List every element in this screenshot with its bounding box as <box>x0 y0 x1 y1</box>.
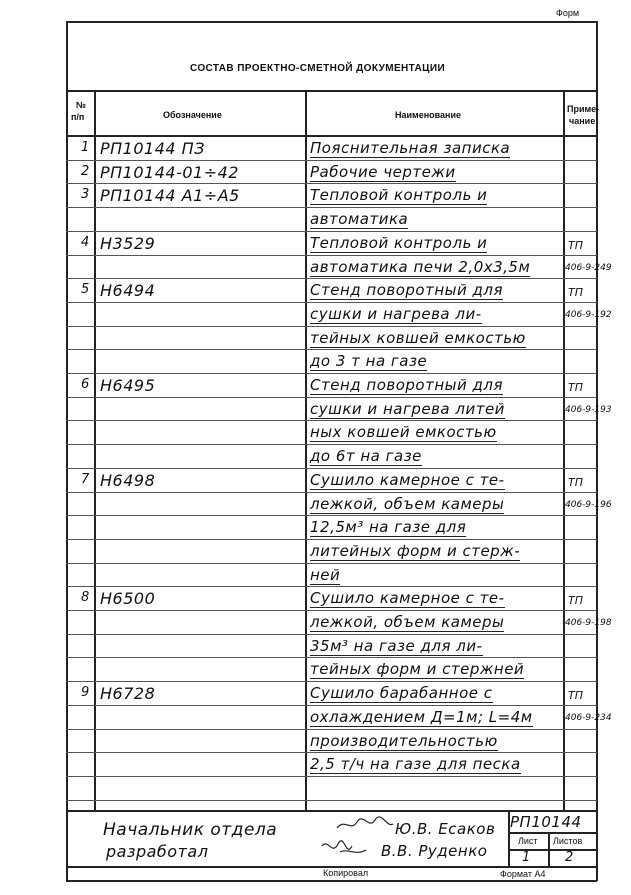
row-number: 5 <box>81 282 90 298</box>
grid-line <box>66 492 597 493</box>
sheets-label: Листов <box>553 836 583 846</box>
row-name-line: Сушило камерное с те- <box>310 589 505 608</box>
grid-line <box>66 326 597 327</box>
row-designation: Н6495 <box>100 376 156 395</box>
sheet-label: Лист <box>518 836 538 846</box>
row-number: 7 <box>81 471 90 487</box>
row-note-line: ТП <box>568 286 583 300</box>
row-name-line: сушки и нагрева литей <box>310 399 505 418</box>
row-designation: Н6500 <box>100 589 156 609</box>
person-head: Ю.В. Есаков <box>395 820 496 838</box>
row-number: 2 <box>81 163 90 179</box>
role-head: Начальник отдела <box>103 820 278 840</box>
grid-line <box>66 705 597 706</box>
sheet-value: 1 <box>522 850 531 865</box>
grid-line <box>66 231 597 232</box>
row-designation: РП10144-01÷42 <box>100 162 239 182</box>
row-number: 6 <box>81 377 90 392</box>
row-name-line: Сушило камерное с те- <box>310 470 505 489</box>
form-label: Форм <box>556 8 580 18</box>
grid-line <box>66 349 597 350</box>
row-note-line: ТП <box>568 475 583 489</box>
row-designation: Н6728 <box>100 684 156 704</box>
row-note-line: 406-9-249 <box>565 262 612 273</box>
row-name-line: 35м³ на газе для ли- <box>310 636 483 655</box>
page-title: СОСТАВ ПРОЕКТНО-СМЕТНОЙ ДОКУМЕНТАЦИИ <box>190 63 446 74</box>
grid-line <box>66 397 597 398</box>
signature-2 <box>320 838 370 860</box>
row-name-line: до 3 т на газе <box>310 352 428 371</box>
grid-line <box>66 468 597 469</box>
row-name-line: тейных ковшей емкостью <box>310 328 526 347</box>
grid-line <box>66 160 597 161</box>
grid-line <box>66 278 597 279</box>
row-name-line: ных ковшей емкостью <box>310 423 497 442</box>
role-developer: разработал <box>106 842 209 861</box>
row-note-line: 406-9-192 <box>565 309 612 320</box>
format-label: Формат А4 <box>500 869 546 879</box>
row-name-line: тейных форм и стержней <box>310 660 525 679</box>
row-name-line: лежкой, объем камеры <box>310 613 505 631</box>
copied-label: Копировал <box>323 868 369 878</box>
grid-line <box>66 255 597 256</box>
grid-line <box>66 515 597 516</box>
col-note-2: чание <box>569 116 596 126</box>
sheets-value: 2 <box>565 850 574 865</box>
grid-line <box>66 420 597 421</box>
col-name: Наименование <box>395 110 462 120</box>
row-name-line: Тепловой контроль и <box>310 233 488 252</box>
doc-code: РП10144 <box>510 813 582 831</box>
row-number: 9 <box>81 685 90 701</box>
row-number: 4 <box>81 234 90 250</box>
row-name-line: охлаждением Д=1м; L=4м <box>310 707 533 726</box>
row-name-line: Тепловой контроль и <box>310 186 488 205</box>
row-number: 8 <box>81 590 90 606</box>
row-note-line: ТП <box>568 594 583 608</box>
row-designation: Н6494 <box>100 281 156 301</box>
row-name-line: лежкой, объем камеры <box>310 494 505 513</box>
row-name-line: до 6т на газе <box>310 447 422 466</box>
row-name-line: литейных форм и стерж- <box>310 541 521 560</box>
grid-line <box>66 800 597 801</box>
grid-line <box>66 776 597 777</box>
grid-line <box>66 373 597 374</box>
grid-line <box>66 729 597 730</box>
grid-line <box>66 610 597 611</box>
row-name-line: производительностью <box>310 731 498 750</box>
row-note-line: 406-9-193 <box>565 404 612 415</box>
row-name-line: Стенд поворотный для <box>310 376 503 394</box>
grid-line <box>66 563 597 564</box>
row-note-line: 406-9-196 <box>565 499 612 510</box>
row-name-line: Сушило барабанное с <box>310 684 493 703</box>
row-name-line: Пояснительная записка <box>310 139 511 157</box>
row-name-line: ней <box>310 565 341 584</box>
grid-line <box>66 657 597 658</box>
row-name-line: автоматика печи 2,0х3,5м <box>310 257 531 276</box>
row-name-line: Стенд поворотный для <box>310 281 503 300</box>
row-number: 1 <box>81 140 90 155</box>
row-note-line: ТП <box>568 381 583 394</box>
row-name-line: автоматика <box>310 210 409 229</box>
row-designation: Н3529 <box>100 233 156 253</box>
grid-line <box>66 681 597 682</box>
row-name-line: сушки и нагрева ли- <box>310 304 482 323</box>
col-num-2: п/п <box>71 112 85 122</box>
grid-line <box>66 634 597 635</box>
person-developer: В.В. Руденко <box>381 842 488 860</box>
grid-line <box>66 207 597 208</box>
grid-line <box>66 183 597 184</box>
row-designation: РП10144 А1÷А5 <box>100 186 240 206</box>
row-name-line: Рабочие чертежи <box>310 162 456 181</box>
grid-line <box>66 539 597 540</box>
row-name-line: 2,5 т/ч на газе для песка <box>310 755 521 774</box>
grid-line <box>66 302 597 303</box>
grid-line <box>66 444 597 445</box>
row-number: 3 <box>81 187 90 203</box>
row-note-line: ТП <box>568 689 583 703</box>
grid-line <box>66 586 597 587</box>
row-designation: Н6498 <box>100 470 156 490</box>
row-note-line: 406-9-234 <box>565 712 612 723</box>
row-name-line: 12,5м³ на газе для <box>310 518 467 537</box>
col-note-1: Приме- <box>567 104 600 114</box>
row-note-line: 406-9-198 <box>565 618 612 628</box>
grid-line <box>66 752 597 753</box>
row-note-line: ТП <box>568 238 583 252</box>
row-designation: РП10144 ПЗ <box>100 139 205 158</box>
col-num-1: № <box>76 100 87 110</box>
col-designation: Обозначение <box>163 110 222 120</box>
signature-1 <box>335 816 395 834</box>
